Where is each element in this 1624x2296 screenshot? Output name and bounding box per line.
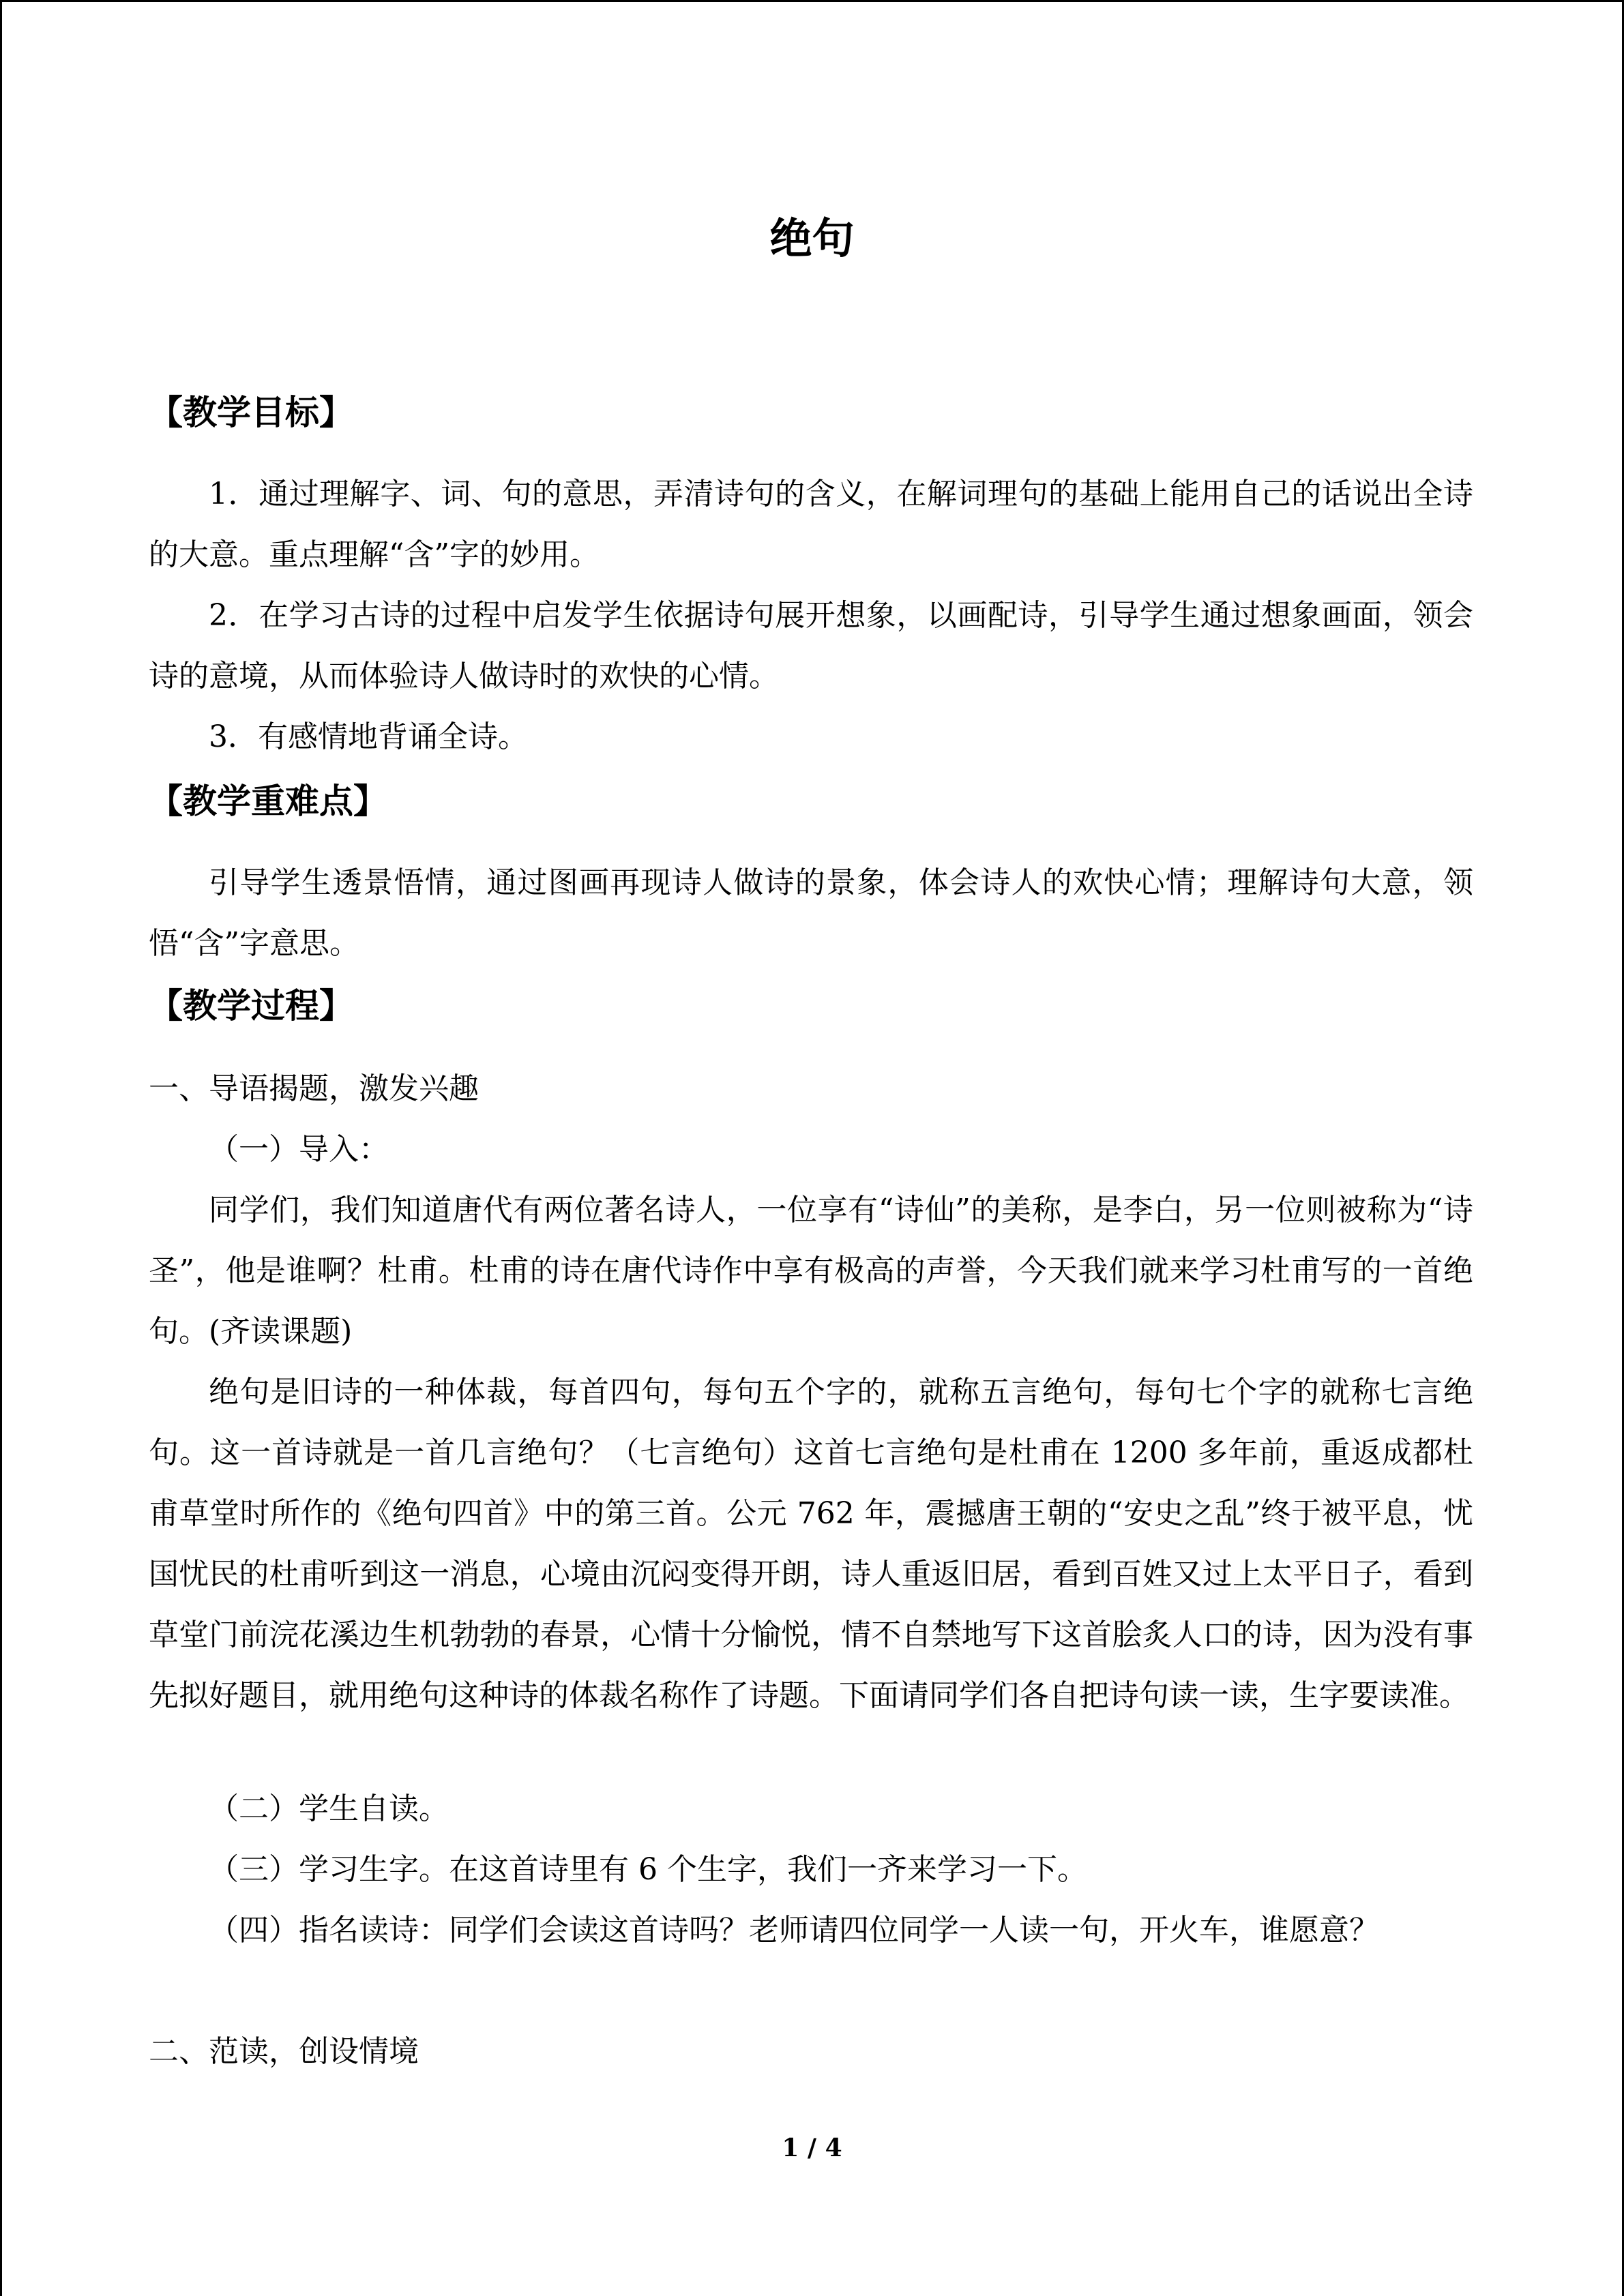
step4-name-reading: （四）指名读诗：同学们会读这首诗吗？老师请四位同学一人读一句，开火车，谁愿意？ — [209, 1913, 1379, 1948]
part2-title: 二、范读，创设情境 — [149, 2034, 419, 2069]
jueju-paragraph: 绝句是旧诗的一种体裁，每首四句，每句五个字的，就称五言绝句，每句七个字的就称七言绝句。这一首诗就是一首几言绝句？（七言绝句）这首七言绝句是杜甫在 1200 多年前，重返成都杜甫草堂时所作的《绝句四首》中的第三首。公元 762 年，震撼唐王朝的“安史之乱”终于被平息，忧国忧民的杜甫听到这一消息，心境由沉闷变得开朗，诗人重返旧居，看到百姓又过上太平日子，看到草堂门前浣花溪边生机勃勃的春景，心情十分愉悦，情不自禁地写下这首脍炙人口的诗，因为没有事先拟好题目，就用绝句这种诗的体裁名称作了诗题。下面请同学们各自把诗句读一读，生字要读准。 — [149, 1375, 1473, 1713]
process-heading: 【教学过程】 — [149, 986, 353, 1026]
key-points-text: 引导学生透景悟情，通过图画再现诗人做诗的景象，体会诗人的欢快心情；理解诗句大意，领悟“含”字意思。 — [149, 865, 1473, 961]
document-title: 绝句 — [769, 213, 855, 263]
goal-item-2: 2．在学习古诗的过程中启发学生依据诗句展开想象，以画配诗，引导学生通过想象画面，领会诗的意境，从而体验诗人做诗时的欢快的心情。 — [149, 598, 1473, 694]
step2-self-read: （二）学生自读。 — [209, 1791, 449, 1826]
part1-title: 一、导语揭题，激发兴趣 — [149, 1071, 479, 1106]
page-number: 1 / 4 — [782, 2134, 842, 2162]
step1-intro: （一）导入： — [209, 1132, 389, 1167]
goal-item-1: 1．通过理解字、词、句的意思，弄清诗句的含义，在解词理句的基础上能用自己的话说出全诗的大意。重点理解“含”字的妙用。 — [149, 477, 1473, 572]
goals-heading: 【教学目标】 — [149, 393, 353, 432]
key-points-heading: 【教学重难点】 — [149, 781, 387, 821]
intro-paragraph: 同学们，我们知道唐代有两位著名诗人，一位享有“诗仙”的美称，是李白，另一位则被称为“诗圣”，他是谁啊？杜甫。杜甫的诗在唐代诗作中享有极高的声誉，今天我们就来学习杜甫写的一首绝句。(齐读课题) — [149, 1193, 1473, 1349]
goal-item-3: 3．有感情地背诵全诗。 — [209, 719, 528, 754]
step3-new-words: （三）学习生字。在这首诗里有 6 个生字，我们一齐来学习一下。 — [209, 1852, 1087, 1887]
